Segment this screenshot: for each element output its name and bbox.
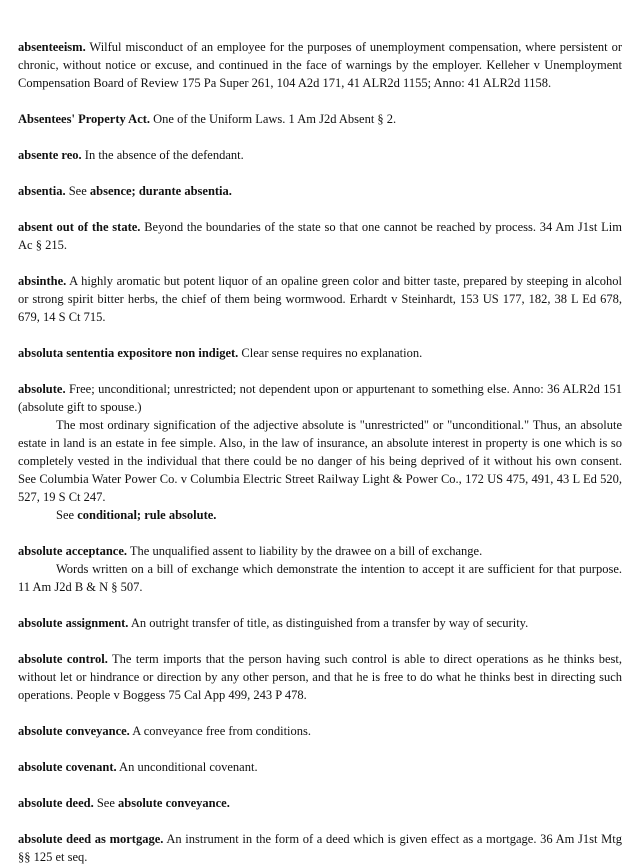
entry-continuation: [18, 416, 622, 506]
entry-text: Free; unconditional; unrestricted; not dependent upon or appurtenant to something else. Anno: 36 ALR2d 151 (absolute gift to spouse.): [18, 382, 622, 414]
entry-text: See: [65, 184, 90, 198]
entry-text: An instrument in the form of a deed which is given effect as a mortgage. 36 Am J1st Mtg §§ 125 et seq.: [18, 832, 622, 864]
entry-text: The most ordinary signification of the adjective absolute is "unrestricted" or "unconditional." Thus, an absolute estate in land is an estate in fee simple. Also, in the law of insurance, an absolute interest in property is one which is so completely vested in the individual that there could be no danger of his being deprived of it without his own consent. See Columbia Water Power Co. v Columbia Electric Street Railway Light & Power Co., 172 US 475, 491, 43 L Ed 520, 527, 19 S Ct 247.: [18, 418, 622, 504]
entry-text: Words written on a bill of exchange which demonstrate the intention to accept it are sufficient for that purpose. 11 Am J2d B & N § 507.: [18, 562, 622, 594]
dictionary-entry: [18, 146, 622, 164]
entry-continuation: [18, 506, 622, 524]
dictionary-entry: [18, 344, 622, 362]
entry-text: Wilful misconduct of an employee for the purposes of unemployment compensation, where persistent or chronic, without notice or excuse, and continued in the face of warnings by the employer. Kelleher v Unemployment Compensation Board of Review 175 Pa Super 261, 104 A2d 171, 41 ALR2d 1155; Anno: 41 ALR2d 1158.: [18, 40, 622, 90]
entry-definition: [18, 614, 622, 632]
entry-text: An unconditional covenant.: [116, 760, 258, 774]
entry-text: The unqualified assent to liability by the drawee on a bill of exchange.: [127, 544, 483, 558]
entry-term: absolute deed as mortgage.: [18, 832, 164, 846]
entry-term: absolute.: [18, 382, 66, 396]
entry-term: absolute control.: [18, 652, 108, 666]
entry-definition: [18, 344, 622, 362]
entry-definition: [18, 794, 622, 812]
dictionary-entry: [18, 182, 622, 200]
dictionary-entry: [18, 650, 622, 704]
entry-term: absoluta sententia expositore non indiget.: [18, 346, 239, 360]
cross-reference: absolute conveyance.: [118, 796, 230, 810]
entry-text: Clear sense requires no explanation.: [238, 346, 423, 360]
dictionary-entry: [18, 758, 622, 776]
entry-definition: [18, 218, 622, 254]
dictionary-entry: [18, 380, 622, 524]
entry-text: Beyond the boundaries of the state so that one cannot be reached by process. 34 Am J1st Lim Ac § 215.: [18, 220, 622, 252]
cross-reference: conditional; rule absolute.: [77, 508, 217, 522]
entry-term: absente reo.: [18, 148, 82, 162]
entry-list: [18, 38, 622, 866]
dictionary-entry: [18, 110, 622, 128]
entry-text: In the absence of the defendant.: [81, 148, 244, 162]
entry-definition: [18, 650, 622, 704]
entry-definition: [18, 722, 622, 740]
entry-text: See: [56, 508, 78, 522]
entry-definition: [18, 380, 622, 416]
dictionary-entry: [18, 722, 622, 740]
dictionary-entry: [18, 218, 622, 254]
entry-term: absolute deed.: [18, 796, 94, 810]
entry-term: absolute conveyance.: [18, 724, 130, 738]
cross-reference: absence; durante absentia.: [89, 184, 232, 198]
entry-definition: [18, 272, 622, 326]
dictionary-entry: [18, 830, 622, 866]
entry-term: absent out of the state.: [18, 220, 141, 234]
entry-text: An outright transfer of title, as distinguished from a transfer by way of security.: [128, 616, 529, 630]
dictionary-entry: [18, 542, 622, 596]
entry-text: A conveyance free from conditions.: [129, 724, 312, 738]
entry-term: absinthe.: [18, 274, 67, 288]
entry-continuation: [18, 560, 622, 596]
entry-text: The term imports that the person having such control is able to direct operations as he thinks best, without let or hindrance or direction by any other person, and that he is free to do what he thinks best in directing such operations. People v Boggess 75 Cal App 499, 243 P 478.: [18, 652, 622, 702]
entry-term: Absentees' Property Act.: [18, 112, 151, 126]
entry-definition: [18, 758, 622, 776]
entry-term: absolute covenant.: [18, 760, 117, 774]
entry-definition: [18, 110, 622, 128]
entry-term: absolute acceptance.: [18, 544, 128, 558]
dictionary-entry: [18, 38, 622, 92]
dictionary-entry: [18, 794, 622, 812]
entry-text: One of the Uniform Laws. 1 Am J2d Absent § 2.: [150, 112, 397, 126]
dictionary-entry: [18, 272, 622, 326]
entry-definition: [18, 182, 622, 200]
entry-term: absolute assignment.: [18, 616, 129, 630]
entry-definition: [18, 542, 622, 560]
dictionary-entry: [18, 614, 622, 632]
entry-text: A highly aromatic but potent liquor of an opaline green color and bitter taste, prepared by steeping in alcohol or strong spirit bitter herbs, the chief of them being wormwood. Erhardt v Steinhardt, 153 US 177, 182, 38 L Ed 678, 679, 14 S Ct 715.: [18, 274, 622, 324]
entry-definition: [18, 830, 622, 866]
entry-definition: [18, 146, 622, 164]
entry-text: See: [93, 796, 119, 810]
entry-term: absenteeism.: [18, 40, 86, 54]
entry-definition: [18, 38, 622, 92]
entry-term: absentia.: [18, 184, 66, 198]
